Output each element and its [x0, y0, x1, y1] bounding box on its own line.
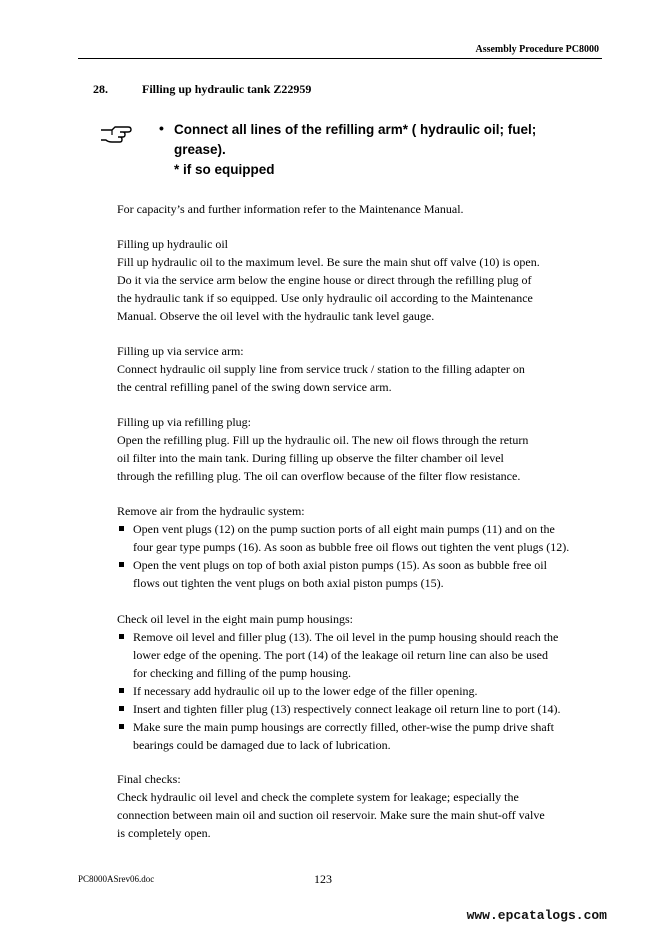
paragraph-line: through the refilling plug. The oil can overflow because of the filter flow resistance. [117, 469, 521, 483]
refilling-plug-heading: Filling up via refilling plug: [117, 415, 251, 429]
header-rule [78, 58, 602, 59]
list-item [117, 628, 627, 682]
list-item-line: Make sure the main pump housings are correctly filled, other-wise the pump drive shaft [133, 720, 554, 734]
list-item [117, 700, 627, 718]
header-title: Assembly Procedure PC8000 [475, 44, 599, 55]
filling-oil-section [117, 235, 627, 325]
list-item-line: If necessary add hydraulic oil up to the lower edge of the filler opening. [133, 684, 478, 698]
intro-paragraph [117, 200, 627, 218]
list-item-line: lower edge of the opening. The port (14) of the leakage oil return line can also be used [133, 648, 548, 662]
list-item-line: Open the vent plugs on top of both axial piston pumps (15). As soon as bubble free oil [133, 558, 547, 572]
list-item-line: Remove oil level and filler plug (13). The oil level in the pump housing should reach the [133, 630, 559, 644]
list-item [117, 718, 627, 754]
remove-air-list [117, 520, 627, 592]
paragraph-line: Connect hydraulic oil supply line from service truck / station to the filling adapter on [117, 362, 525, 376]
note-line: * if so equipped [174, 162, 275, 177]
list-item [117, 682, 627, 700]
remove-air-heading: Remove air from the hydraulic system: [117, 504, 305, 518]
final-checks-heading: Final checks: [117, 772, 181, 786]
paragraph-line: the hydraulic tank if so equipped. Use only hydraulic oil according to the Maintenance [117, 291, 533, 305]
paragraph-line: connection between main oil and suction oil reservoir. Make sure the main shut-off valve [117, 808, 545, 822]
note-line: grease). [174, 142, 226, 157]
list-item [117, 556, 627, 592]
list-item-line: for checking and filling of the pump housing. [133, 666, 351, 680]
page-number: 123 [314, 872, 332, 886]
check-oil-list [117, 628, 627, 754]
refilling-plug-section [117, 413, 627, 485]
note-line: Connect all lines of the refilling arm* ( hydraulic oil; fuel; [174, 122, 537, 137]
check-oil-heading: Check oil level in the eight main pump housings: [117, 612, 353, 626]
paragraph-line: Do it via the service arm below the engine house or direct through the refilling plug of [117, 273, 532, 287]
paragraph-line: Check hydraulic oil level and check the complete system for leakage; especially the [117, 790, 519, 804]
section-title: Filling up hydraulic tank Z22959 [142, 82, 312, 96]
list-item-line: Insert and tighten filler plug (13) respectively connect leakage oil return line to port (14). [133, 702, 561, 716]
final-checks-section [117, 770, 627, 842]
remove-air-section [117, 502, 627, 592]
list-item-line: four gear type pumps (16). As soon as bubble free oil flows out tighten the vent plugs (12). [133, 540, 570, 554]
paragraph-line: is completely open. [117, 826, 211, 840]
paragraph-line: Manual. Observe the oil level with the hydraulic tank level gauge. [117, 309, 435, 323]
check-oil-section [117, 610, 627, 754]
paragraph-line: Open the refilling plug. Fill up the hydraulic oil. The new oil flows through the return [117, 433, 529, 447]
intro-text: For capacity’s and further information refer to the Maintenance Manual. [117, 202, 464, 216]
list-item-line: bearings could be damaged due to lack of lubrication. [133, 738, 391, 752]
note-text [174, 120, 564, 180]
service-arm-section [117, 342, 627, 396]
list-item-line: flows out tighten the vent plugs on both axial piston pumps (15). [133, 576, 444, 590]
paragraph-line: oil filter into the main tank. During filling up observe the filter chamber oil level [117, 451, 504, 465]
footer-filename: PC8000ASrev06.doc [78, 874, 155, 884]
paragraph-line: Fill up hydraulic oil to the maximum level. Be sure the main shut off valve (10) is open. [117, 255, 540, 269]
section-number: 28. [93, 82, 108, 96]
watermark-link[interactable]: www.epcatalogs.com [466, 908, 607, 923]
paragraph-line: the central refilling panel of the swing down service arm. [117, 380, 392, 394]
list-item [117, 520, 627, 556]
filling-oil-heading: Filling up hydraulic oil [117, 237, 228, 251]
pointing-hand-icon [98, 122, 134, 146]
note-bullet: • [159, 120, 164, 136]
list-item-line: Open vent plugs (12) on the pump suction ports of all eight main pumps (11) and on the [133, 522, 555, 536]
service-arm-heading: Filling up via service arm: [117, 344, 244, 358]
